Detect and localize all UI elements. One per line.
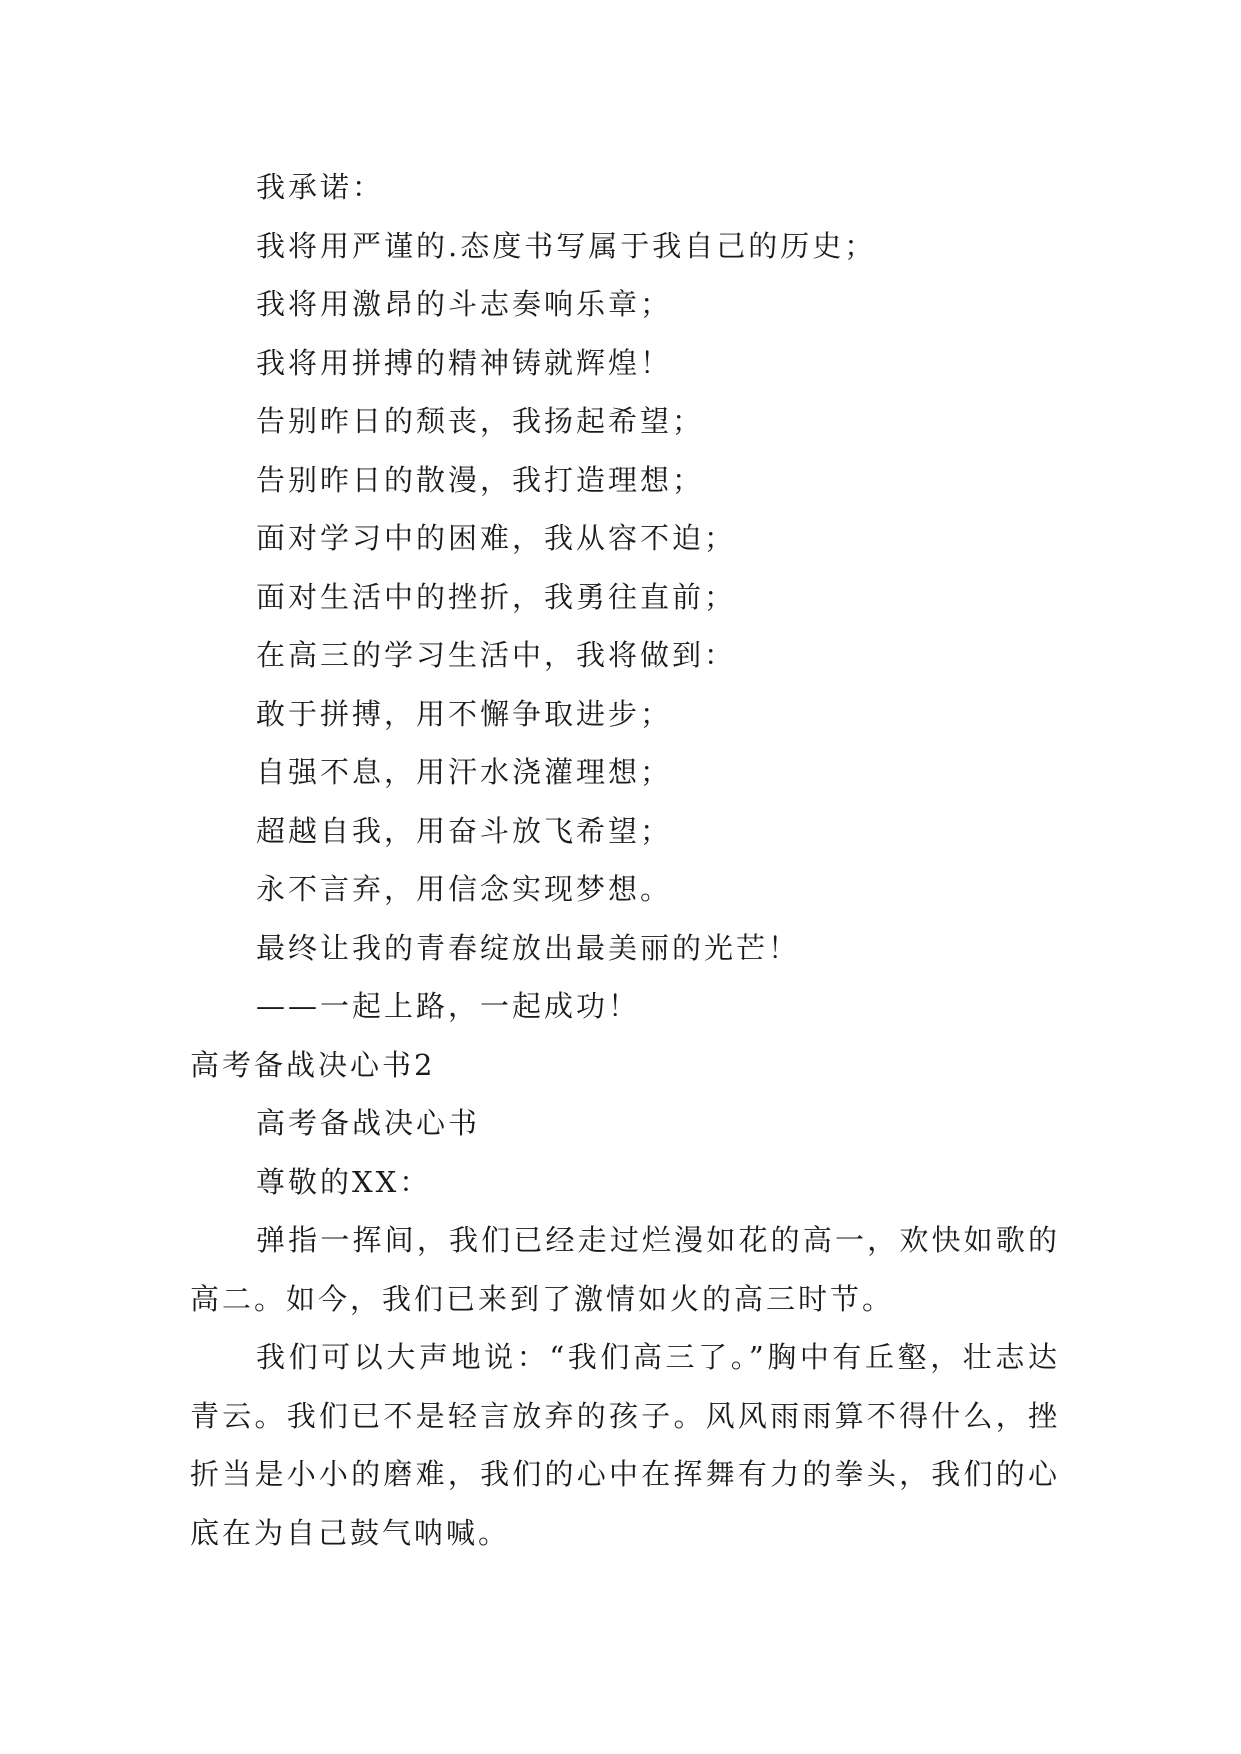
- pledge-line: 我将用激昂的斗志奏响乐章；: [256, 287, 673, 321]
- pledge-line: 我承诺：: [256, 170, 385, 204]
- pledge-line: 我将用严谨的.态度书写属于我自己的历史；: [256, 228, 877, 263]
- pledge-line: 在高三的学习生活中，我将做到：: [256, 638, 737, 672]
- salutation: 尊敬的XX：: [256, 1164, 432, 1199]
- document-body: [190, 158, 1060, 1562]
- pledge-line: 自强不息，用汗水浇灌理想；: [256, 755, 673, 789]
- body-paragraph: 我们可以大声地说：“我们高三了。”胸中有丘壑，壮志达青云。我们已不是轻言放弃的孩子。风风雨雨算不得什么，挫折当是小小的磨难，我们的心中在挥舞有力的拳头，我们的心底在为自己鼓气呐喊。: [190, 1340, 1060, 1550]
- letter-title: 高考备战决心书: [256, 1106, 481, 1140]
- pledge-line: 我将用拼搏的精神铸就辉煌！: [256, 345, 673, 380]
- pledge-line: 最终让我的青春绽放出最美丽的光芒！: [256, 930, 801, 965]
- section-heading: 高考备战决心书2: [190, 1047, 436, 1082]
- pledge-line: 面对学习中的困难，我从容不迫；: [256, 521, 737, 555]
- pledge-line: 告别昨日的颓丧，我扬起希望；: [256, 404, 705, 438]
- pledge-line: 告别昨日的散漫，我打造理想；: [256, 462, 705, 497]
- pledge-line: 永不言弃，用信念实现梦想。: [256, 872, 673, 906]
- pledge-line: 超越自我，用奋斗放飞希望；: [256, 813, 673, 848]
- pledge-line: 敢于拼搏，用不懈争取进步；: [256, 696, 673, 731]
- pledge-closing: ——一起上路，一起成功！: [256, 989, 641, 1023]
- pledge-line: 面对生活中的挫折，我勇往直前；: [256, 579, 737, 614]
- body-paragraph: 弹指一挥间，我们已经走过烂漫如花的高一，欢快如歌的高二。如今，我们已来到了激情如火的高三时节。: [190, 1223, 1060, 1316]
